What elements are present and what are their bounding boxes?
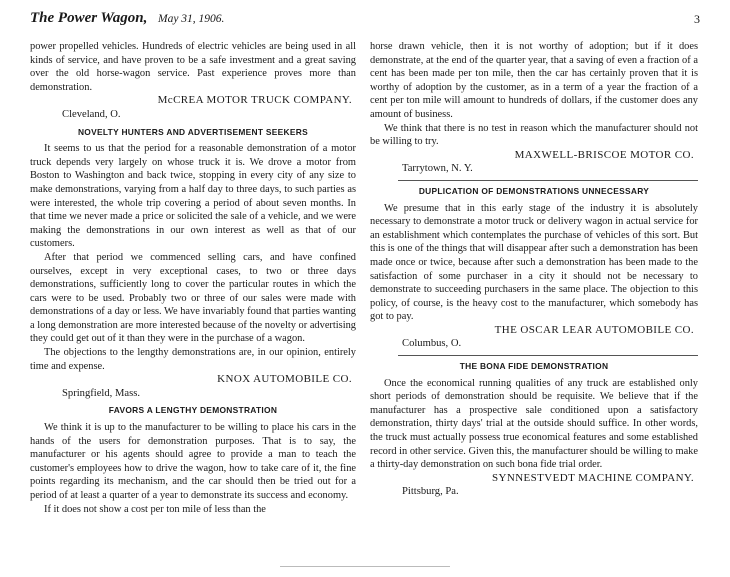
paragraph: After that period we commenced selling cars, and have confined ourselves, except in very exceptional cases, to two or three days demonstrations, sufficiently long to cover the particular routes in which the cars were to be used. Probably two or three of our sales were made with demonstrations of a day or less. We have invariably found that parties wanting a long demonstration are more interested because of the novelty or advertising they could get out of it than they were in the purchase of a wagon. <box>30 251 356 345</box>
left-column <box>30 40 356 516</box>
page-header <box>30 10 700 32</box>
signature-firm: McCREA MOTOR TRUCK COMPANY. <box>157 94 352 107</box>
paragraph: Once the economical running qualities of any truck are established only short periods of demonstration should be requisite. We believe that if the manufacturer has a prospective sale conditioned upon a satisfactory demonstration, thirty days' trial at the outside should suffice. In other words, the truck must actually possess true economical features and some established record in other service. Given this, the manufacturer should be willing to make a thirty-day demonstration on such bona fide trial order. <box>370 377 698 471</box>
page-number: 3 <box>694 12 700 26</box>
paragraph: We think that there is no test in reason which the manufacturer should not be willing to try. <box>370 122 698 148</box>
section-heading: FAVORS A LENGTHY DEMONSTRATION <box>108 405 278 416</box>
signature-firm: MAXWELL-BRISCOE MOTOR CO. <box>514 148 694 161</box>
signature-place: Columbus, O. <box>402 338 462 350</box>
paragraph: If it does not show a cost per ton mile of less than the <box>44 503 266 515</box>
signature-firm: KNOX AUTOMOBILE CO. <box>217 373 352 386</box>
signature-place: Cleveland, O. <box>62 108 121 120</box>
paragraph: power propelled vehicles. Hundreds of electric vehicles are being used in all kinds of service, and have proven to be a safe investment and a great saving over the old horse-wagon service. Past experience proves more than demonstration. <box>30 41 356 93</box>
paragraph: The objections to the lengthy demonstrations are, in our opinion, entirely time and expense. <box>30 347 356 372</box>
footer-rule <box>280 566 450 567</box>
paragraph: It seems to us that the period for a reasonable demonstration of a motor truck depends very largely on whose truck it is. We drove a motor from Boston to Washington and back twice, stopping in every city of any size to make demonstrations, varying from a half day to three days, to such parties as were interested, the whole trip covering a period of about seven months. In that time we never made a price or solicited the sale of a vehicle, and we were making the demonstrations in our own interest as well as that of our customers. <box>30 143 356 250</box>
paragraph: We think it is up to the manufacturer to be willing to place his cars in the hands of the users for demonstration purposes. That is to say, the manufacturer or his agents should agree to provide a man to teach the customer's employees how to drive the wagon, how to take care of it, the fine points regarding its mechanism, and the car should then be tried out for a period of at least a quarter of a year to demonstrate its success and economy. <box>30 422 356 501</box>
section-divider <box>398 180 698 181</box>
issue-date: May 31, 1906. <box>158 13 225 25</box>
signature-place: Springfield, Mass. <box>62 387 140 399</box>
right-column <box>370 40 698 499</box>
section-heading: NOVELTY HUNTERS AND ADVERTISEMENT SEEKERS <box>77 126 309 137</box>
section-divider <box>398 355 698 356</box>
section-heading: DUPLICATION OF DEMONSTRATIONS UNNECESSARY <box>418 185 650 196</box>
signature-place: Pittsburg, Pa. <box>402 486 459 498</box>
section-heading: THE BONA FIDE DEMONSTRATION <box>459 361 609 372</box>
paragraph: We presume that in this early stage of the industry it is absolutely necessary to demonstrate a motor truck or delivery wagon in actual service for an establishment which contemplates the purchase of vehicles of this sort. But this is one of the things that will disappear after such a demonstration has been made once or twice, because after such a demonstration has been made to the satisfaction of some purchaser in a city it should not be necessary to demonstrate to succeeding purchasers in the same place. The objection to this policy, of course, is the heavy cost to the manufacturer, which somebody has got to pay. <box>370 202 698 323</box>
paragraph: horse drawn vehicle, then it is not worthy of adoption; but if it does demonstrate, at the end of the quarter year, that a saving of even a fraction of a cent has been made per ton mile, then the car has certainly proven that it is worthy of adoption by the customer, as in a term of a year the fraction of a cent per ton mile will amount to hundreds of dollars, if the customer does any amount of business. <box>370 41 698 120</box>
journal-title: The Power Wagon, <box>30 10 148 26</box>
signature-firm: SYNNESTVEDT MACHINE COMPANY. <box>492 471 694 484</box>
signature-firm: THE OSCAR LEAR AUTOMOBILE CO. <box>494 323 694 336</box>
signature-place: Tarrytown, N. Y. <box>402 163 473 175</box>
